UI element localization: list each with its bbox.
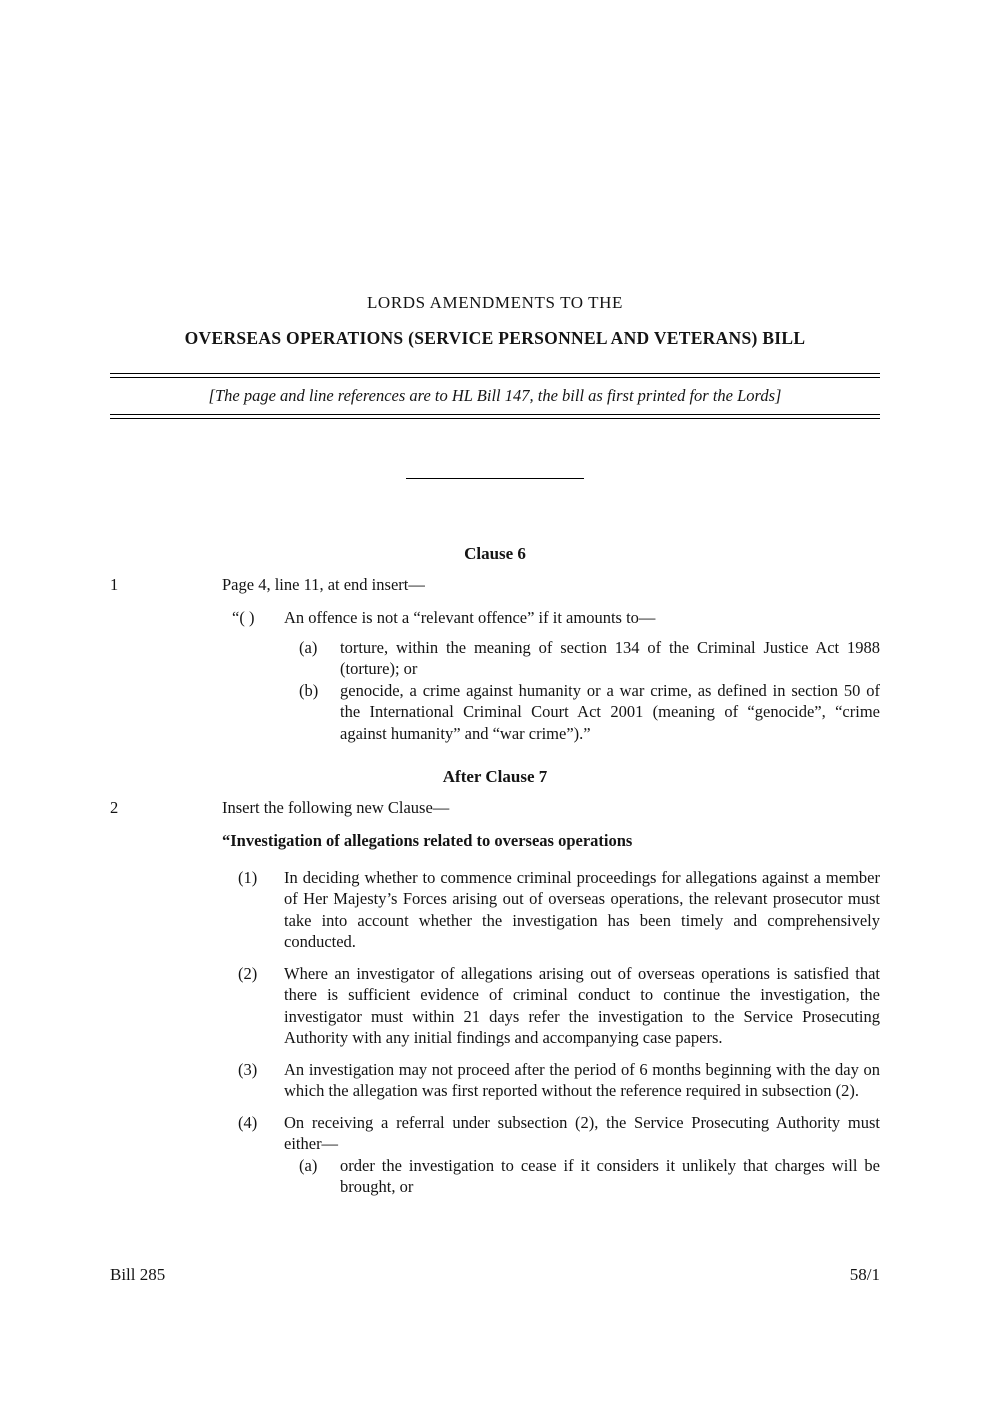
subsection-2 [222,963,880,1049]
footer-bill-number: Bill 285 [110,1265,166,1284]
quoted-subsection-marker: “( ) [232,608,255,627]
amendment-1-lead: Page 4, line 11, at end insert— [222,574,425,594]
after-clause7-heading: After Clause 7 [442,767,548,786]
amendment-2-body [222,797,880,1198]
subsection-4-paragraph-list [222,1155,880,1198]
subsection-text: In deciding whether to commence criminal proceedings for allegations against a member of Her Majesty’s Forces arising out of overseas operations, the relevant prosecutor must take into account whether the investigation has been timely and comprehensively conducted. [284,867,880,951]
list-item-marker: (b) [299,680,319,700]
list-item-marker: (a) [299,1155,318,1175]
amendment-1-body [222,574,880,745]
subsection-text: On receiving a referral under subsection (2), the Service Prosecuting Authority must either— [284,1112,880,1153]
amendment-2 [110,797,880,1198]
subsection-1 [222,867,880,953]
subsection-3 [222,1059,880,1102]
subsection-4 [222,1112,880,1155]
page-content [0,292,991,1198]
subsection-marker: (2) [238,963,258,983]
subsection-text: An investigation may not proceed after the period of 6 months beginning with the day on which the allegation was first reported without the reference required in subsection (2). [284,1059,880,1100]
list-item-text: genocide, a crime against humanity or a war crime, as defined in section 50 of the International Criminal Court Act 2001 (meaning of “genocide”, “crime against humanity” and “war crime”).” [340,680,880,743]
subsection-marker: (1) [238,867,258,887]
list-item-text: order the investigation to cease if it considers it unlikely that charges will be brought, or [340,1155,880,1196]
reference-note: [The page and line references are to HL Bill 147, the bill as first printed for the Lords] [208,386,782,405]
clause6-paragraph-list [222,637,880,745]
quoted-subsection-text: An offence is not a “relevant offence” if it amounts to— [284,608,656,627]
subsection-marker: (3) [238,1059,258,1079]
page-footer [110,1264,880,1286]
subsection-marker: (4) [238,1112,258,1132]
bill-title: OVERSEAS OPERATIONS (SERVICE PERSONNEL AND VETERANS) BILL [184,328,806,348]
list-item-a [299,1155,880,1198]
amendment-1 [110,574,880,745]
quoted-subsection [222,607,880,629]
amendment-1-number: 1 [110,574,119,594]
footer-amendment-ref: 58/1 [849,1265,880,1284]
bill-supertitle: LORDS AMENDMENTS TO THE [366,293,624,312]
list-item-b [299,680,880,745]
section-separator-rule [406,478,584,479]
clause6-heading: Clause 6 [464,544,526,563]
new-clause-title: “Investigation of allegations related to overseas operations [222,831,633,850]
reference-note-box [110,373,880,419]
amendment-2-lead: Insert the following new Clause— [222,797,450,817]
list-item-marker: (a) [299,637,318,657]
list-item-text: torture, within the meaning of section 134 of the Criminal Justice Act 1988 (torture); or [340,637,880,678]
amendment-2-number: 2 [110,797,119,817]
list-item-a [299,637,880,680]
double-rule-bottom [110,414,880,419]
subsection-text: Where an investigator of allegations arising out of overseas operations is satisfied that there is sufficient evidence of criminal conduct to continue the investigation, the investigator must within 21 days refer the investigation to the Service Prosecuting Authority with any initial findings and accompanying case papers. [284,963,880,1047]
